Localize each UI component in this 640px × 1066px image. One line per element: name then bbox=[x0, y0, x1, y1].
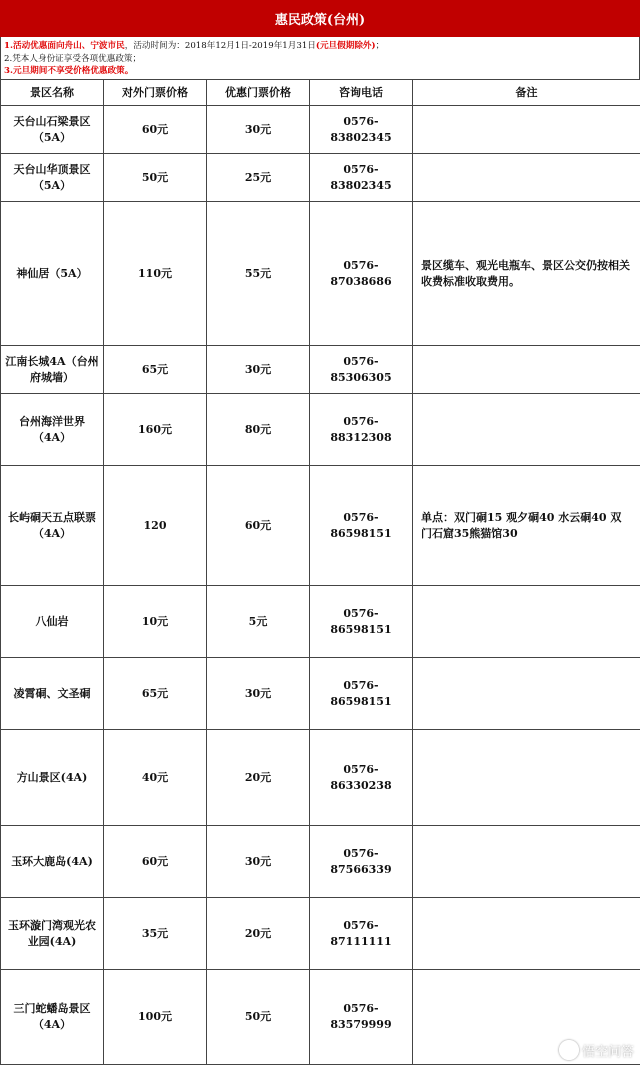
cell-price: 10元 bbox=[104, 586, 207, 658]
ticket-table bbox=[0, 79, 640, 1065]
cell-name: 玉环漩门湾观光农业园(4A) bbox=[1, 898, 104, 970]
cell-phone: 0576-86598151 bbox=[310, 658, 413, 730]
cell-discount: 5元 bbox=[207, 586, 310, 658]
cell-name: 神仙居（5A） bbox=[1, 202, 104, 346]
cell-price: 65元 bbox=[104, 658, 207, 730]
cell-phone: 0576-87111111 bbox=[310, 898, 413, 970]
cell-remark bbox=[413, 346, 640, 394]
cell-remark bbox=[413, 898, 640, 970]
cell-phone: 0576-88312308 bbox=[310, 394, 413, 466]
cell-price: 120 bbox=[104, 466, 207, 586]
cell-discount: 25元 bbox=[207, 154, 310, 202]
cell-price: 60元 bbox=[104, 826, 207, 898]
cell-discount: 50元 bbox=[207, 970, 310, 1065]
cell-name: 长屿硐天五点联票（4A） bbox=[1, 466, 104, 586]
note-line-2: 2.凭本人身份证享受各项优惠政策； bbox=[4, 53, 142, 64]
col-header-remark: 备注 bbox=[413, 80, 640, 106]
table-row bbox=[1, 970, 640, 1065]
cell-price: 35元 bbox=[104, 898, 207, 970]
cell-remark bbox=[413, 394, 640, 466]
note-line-1 bbox=[4, 40, 636, 53]
table-row bbox=[1, 466, 640, 586]
col-header-name: 景区名称 bbox=[1, 80, 104, 106]
cell-discount: 80元 bbox=[207, 394, 310, 466]
cell-discount: 60元 bbox=[207, 466, 310, 586]
note-1-exception: (元旦假期除外) bbox=[315, 41, 376, 51]
cell-discount: 30元 bbox=[207, 106, 310, 154]
table-row bbox=[1, 826, 640, 898]
table-header-row bbox=[1, 80, 640, 106]
table-row bbox=[1, 202, 640, 346]
cell-phone: 0576-83802345 bbox=[310, 106, 413, 154]
cell-remark bbox=[413, 154, 640, 202]
cell-discount: 30元 bbox=[207, 346, 310, 394]
cell-name: 八仙岩 bbox=[1, 586, 104, 658]
table-row bbox=[1, 394, 640, 466]
cell-price: 160元 bbox=[104, 394, 207, 466]
cell-phone: 0576-87566339 bbox=[310, 826, 413, 898]
table-row bbox=[1, 586, 640, 658]
table-row bbox=[1, 346, 640, 394]
table-row bbox=[1, 106, 640, 154]
cell-remark bbox=[413, 586, 640, 658]
note-line-3: 3.元旦期间不享受价格优惠政策。 bbox=[4, 66, 134, 76]
cell-name: 天台山石梁景区（5A） bbox=[1, 106, 104, 154]
cell-price: 50元 bbox=[104, 154, 207, 202]
cell-phone: 0576-86330238 bbox=[310, 730, 413, 826]
table-row bbox=[1, 730, 640, 826]
cell-price: 40元 bbox=[104, 730, 207, 826]
note-1-end: ； bbox=[375, 41, 385, 51]
cell-remark: 景区缆车、观光电瓶车、景区公交仍按相关收费标准收取费用。 bbox=[413, 202, 640, 346]
table-row bbox=[1, 658, 640, 730]
cell-name: 三门蛇蟠岛景区（4A） bbox=[1, 970, 104, 1065]
table-row bbox=[1, 898, 640, 970]
col-header-phone: 咨询电话 bbox=[310, 80, 413, 106]
cell-remark: 单点：双门硐15 观夕硐40 水云硐40 双门石窟35熊猫馆30 bbox=[413, 466, 640, 586]
policy-notes bbox=[0, 37, 640, 79]
cell-remark bbox=[413, 658, 640, 730]
cell-price: 60元 bbox=[104, 106, 207, 154]
cell-remark bbox=[413, 826, 640, 898]
cell-discount: 20元 bbox=[207, 898, 310, 970]
cell-phone: 0576-83579999 bbox=[310, 970, 413, 1065]
col-header-price: 对外门票价格 bbox=[104, 80, 207, 106]
cell-phone: 0576-87038686 bbox=[310, 202, 413, 346]
note-1-audience: 活动优惠面向舟山、宁波市民 bbox=[12, 41, 125, 51]
cell-name: 江南长城4A（台州府城墙） bbox=[1, 346, 104, 394]
cell-phone: 0576-83802345 bbox=[310, 154, 413, 202]
watermark-text: 悟空问答 bbox=[581, 1045, 634, 1060]
cell-phone: 0576-86598151 bbox=[310, 466, 413, 586]
cell-name: 方山景区(4A) bbox=[1, 730, 104, 826]
cell-price: 110元 bbox=[104, 202, 207, 346]
cell-name: 天台山华顶景区（5A） bbox=[1, 154, 104, 202]
cell-phone: 0576-86598151 bbox=[310, 586, 413, 658]
page-header bbox=[0, 0, 640, 37]
table-row bbox=[1, 154, 640, 202]
cell-discount: 55元 bbox=[207, 202, 310, 346]
cell-price: 100元 bbox=[104, 970, 207, 1065]
cell-price: 65元 bbox=[104, 346, 207, 394]
cell-name: 玉环大鹿岛(4A) bbox=[1, 826, 104, 898]
cell-remark bbox=[413, 730, 640, 826]
col-header-discount: 优惠门票价格 bbox=[207, 80, 310, 106]
cell-name: 台州海洋世界（4A） bbox=[1, 394, 104, 466]
note-1-number: 1. bbox=[4, 41, 13, 51]
watermark bbox=[559, 1040, 634, 1060]
cell-discount: 20元 bbox=[207, 730, 310, 826]
cell-remark bbox=[413, 106, 640, 154]
cell-phone: 0576-85306305 bbox=[310, 346, 413, 394]
note-1-period: ，活动时间为：2018年12月1日-2019年1月31日 bbox=[124, 41, 316, 51]
cell-discount: 30元 bbox=[207, 658, 310, 730]
page-title: 惠民政策(台州) bbox=[274, 13, 366, 28]
cell-discount: 30元 bbox=[207, 826, 310, 898]
cell-name: 凌霄硐、文圣硐 bbox=[1, 658, 104, 730]
wukong-logo-icon bbox=[559, 1040, 579, 1060]
